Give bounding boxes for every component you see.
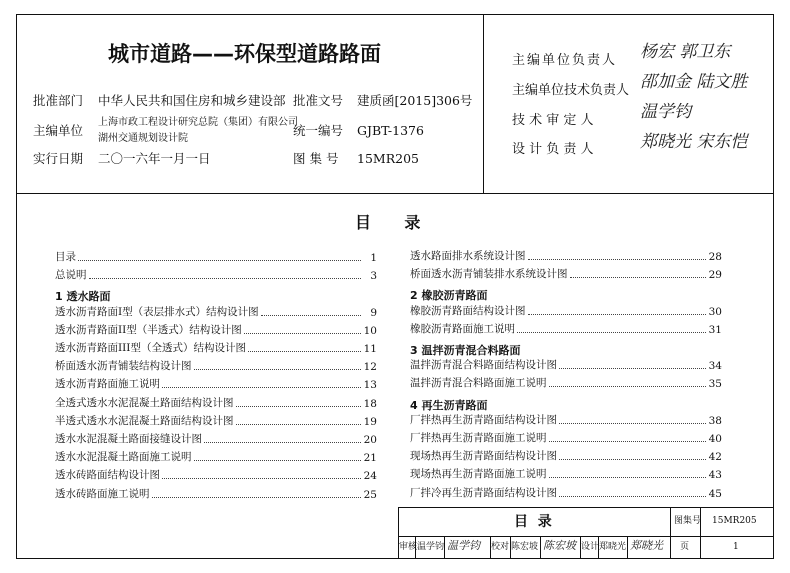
toc-entry[interactable] xyxy=(55,268,377,282)
toc-entry[interactable] xyxy=(55,250,377,264)
toc-entry[interactable] xyxy=(55,432,377,446)
toc-entry-page: 13 xyxy=(363,379,377,392)
toc-leader-dots xyxy=(559,496,706,497)
toc-section-heading: 3 温拌沥青混合料路面 xyxy=(410,344,521,357)
toc-entry[interactable] xyxy=(410,449,722,463)
toc-entry-page: 42 xyxy=(708,451,722,464)
toc-entry-page: 9 xyxy=(370,306,377,319)
toc-entry[interactable] xyxy=(55,341,377,355)
toc-entry-title: 现场热再生沥青路面结构设计图 xyxy=(410,450,557,463)
signature-role-reviewer: 技 术 审 定 人 xyxy=(512,113,594,128)
signature-tech-lead: 邵加金 陆文胜 xyxy=(640,72,748,92)
title-block-atlas-label: 图集号 xyxy=(674,516,702,526)
toc-entry-title: 桥面透水沥青铺装排水系统设计图 xyxy=(410,268,568,281)
toc-entry[interactable] xyxy=(410,304,722,318)
toc-leader-dots xyxy=(162,478,361,479)
toc-entry-page: 35 xyxy=(708,378,722,391)
approval-doc-value: 建质函[2015]306号 xyxy=(357,93,473,108)
toc-entry-title: 透水砖路面施工说明 xyxy=(55,487,150,500)
signature-chief-unit: 杨宏 郭卫东 xyxy=(640,42,731,62)
title-block-page-value: 1 xyxy=(733,542,739,552)
signature-designer: 郑晓光 宋东恺 xyxy=(640,132,748,152)
toc-entry-page: 40 xyxy=(708,433,722,445)
toc-leader-dots xyxy=(162,387,361,388)
toc-entry[interactable] xyxy=(410,358,722,372)
effective-date-value: 二〇一六年一月一日 xyxy=(98,151,211,166)
toc-section-heading: 2 橡胶沥青路面 xyxy=(410,289,488,303)
title-block-review-label: 审核 xyxy=(399,542,418,552)
header-vertical-divider xyxy=(483,14,484,194)
editor-unit-label: 主编单位 xyxy=(33,123,84,138)
title-block-review-name: 温学钧 xyxy=(417,542,445,552)
toc-entry-page: 31 xyxy=(708,323,722,336)
toc-leader-dots xyxy=(549,477,707,478)
toc-entry-page: 1 xyxy=(370,252,377,264)
title-block-check-label: 校对 xyxy=(491,542,510,552)
toc-leader-dots xyxy=(194,460,362,461)
toc-entry-page: 20 xyxy=(363,434,377,446)
toc-leader-dots xyxy=(528,259,707,260)
toc-entry[interactable] xyxy=(55,377,377,391)
toc-entry-page: 43 xyxy=(708,469,722,482)
title-block-atlas-value: 15MR205 xyxy=(712,516,757,526)
document-title: 城市道路——环保型道路路面 xyxy=(108,42,381,66)
approval-doc-label: 批准文号 xyxy=(293,93,344,108)
toc-entry-title: 温拌沥青混合料路面施工说明 xyxy=(410,377,547,390)
toc-entry-page: 34 xyxy=(708,360,722,373)
title-block-review-signature: 温学钧 xyxy=(447,539,480,552)
toc-entry[interactable] xyxy=(410,467,722,481)
toc-section-heading: 4 再生沥青路面 xyxy=(410,398,488,412)
toc-entry-title: 厂拌热再生沥青路面结构设计图 xyxy=(410,413,557,426)
toc-leader-dots xyxy=(559,423,706,424)
toc-leader-dots xyxy=(152,497,362,498)
toc-entry-title: 透水沥青路面I型（表层排水式）结构设计图 xyxy=(55,305,259,318)
toc-leader-dots xyxy=(549,386,707,387)
toc-leader-dots xyxy=(248,351,361,352)
toc-entry[interactable] xyxy=(410,267,722,281)
toc-leader-dots xyxy=(549,441,707,442)
unified-no-value: GJBT-1376 xyxy=(357,123,424,138)
toc-entry-title: 厂拌冷再生沥青路面结构设计图 xyxy=(410,486,557,499)
approval-dept-value: 中华人民共和国住房和城乡建设部 xyxy=(98,93,286,108)
toc-entry[interactable] xyxy=(410,249,722,263)
toc-entry[interactable] xyxy=(55,487,377,501)
unified-no-label: 统一编号 xyxy=(293,123,344,138)
toc-leader-dots xyxy=(78,260,361,261)
toc-entry-title: 总说明 xyxy=(55,269,87,282)
toc-leader-dots xyxy=(517,332,706,333)
toc-leader-dots xyxy=(236,406,362,407)
editor-unit-line2: 湖州交通规划设计院 xyxy=(98,133,188,144)
toc-entry[interactable] xyxy=(410,376,722,390)
toc-entry[interactable] xyxy=(410,322,722,336)
toc-entry[interactable] xyxy=(410,413,722,427)
toc-entry-page: 45 xyxy=(708,487,722,500)
toc-leader-dots xyxy=(204,442,361,443)
signature-role-tech-lead: 主编单位技术负责人 xyxy=(512,83,630,98)
toc-entry[interactable] xyxy=(55,305,377,319)
title-block-design-signature: 郑晓光 xyxy=(630,539,663,552)
title-block-page-label: 页 xyxy=(680,542,690,552)
toc-leader-dots xyxy=(89,278,362,279)
atlas-no-label: 图 集 号 xyxy=(293,151,339,166)
toc-section-heading: 1 透水路面 xyxy=(55,290,111,304)
toc-leader-dots xyxy=(261,315,361,316)
approval-dept-label: 批准部门 xyxy=(33,93,84,108)
toc-leader-dots xyxy=(528,314,707,315)
toc-entry-title: 半透式透水水泥混凝土路面结构设计图 xyxy=(55,414,234,427)
toc-heading: 目 录 xyxy=(355,213,421,232)
toc-entry-title: 透水沥青路面III型（全透式）结构设计图 xyxy=(55,342,246,354)
toc-entry-page: 3 xyxy=(370,270,377,283)
toc-entry[interactable] xyxy=(55,414,377,428)
signature-reviewer: 温学钧 xyxy=(640,102,691,122)
toc-entry-title: 温拌沥青混合料路面结构设计图 xyxy=(410,359,557,372)
toc-entry-title: 透水沥青路面施工说明 xyxy=(55,378,160,391)
toc-entry-title: 橡胶沥青路面施工说明 xyxy=(410,322,515,335)
header-divider xyxy=(16,193,774,194)
toc-leader-dots xyxy=(236,424,362,425)
toc-entry[interactable] xyxy=(55,468,377,482)
toc-entry-page: 30 xyxy=(708,305,722,318)
toc-entry-title: 目录 xyxy=(55,251,76,263)
toc-entry-title: 透水砖路面结构设计图 xyxy=(55,469,160,482)
atlas-no-value: 15MR205 xyxy=(357,151,419,166)
toc-entry-title: 透水水泥混凝土路面接缝设计图 xyxy=(55,433,202,445)
toc-entry[interactable] xyxy=(55,450,377,464)
toc-entry-title: 全透式透水水泥混凝土路面结构设计图 xyxy=(55,396,234,409)
toc-entry-page: 28 xyxy=(708,251,722,263)
toc-entry-page: 18 xyxy=(363,397,377,410)
toc-leader-dots xyxy=(570,277,707,278)
toc-entry-title: 厂拌热再生沥青路面施工说明 xyxy=(410,432,547,444)
toc-leader-dots xyxy=(194,369,362,370)
toc-entry[interactable] xyxy=(55,396,377,410)
toc-entry-page: 25 xyxy=(363,488,377,501)
toc-entry[interactable] xyxy=(55,323,377,337)
toc-entry[interactable] xyxy=(410,431,722,445)
toc-entry-title: 现场热再生沥青路面施工说明 xyxy=(410,468,547,481)
toc-entry-title: 桥面透水沥青铺装结构设计图 xyxy=(55,360,192,373)
toc-leader-dots xyxy=(559,368,706,369)
signature-role-designer: 设 计 负 责 人 xyxy=(512,142,594,157)
effective-date-label: 实行日期 xyxy=(33,151,84,166)
toc-entry-title: 透水路面排水系统设计图 xyxy=(410,250,526,262)
toc-entry-page: 29 xyxy=(708,269,722,282)
signature-role-chief-unit: 主编单位负责人 xyxy=(512,53,618,68)
title-block-design-name: 郑晓光 xyxy=(599,542,627,552)
toc-entry-title: 透水水泥混凝土路面施工说明 xyxy=(55,451,192,464)
toc-entry-title: 透水沥青路面II型（半透式）结构设计图 xyxy=(55,323,242,336)
toc-entry-page: 11 xyxy=(363,343,377,355)
toc-entry-page: 24 xyxy=(363,470,377,483)
toc-leader-dots xyxy=(244,333,361,334)
title-block-check-name: 陈宏坡 xyxy=(511,542,539,552)
title-block-design-label: 设计 xyxy=(581,542,600,552)
title-block-name: 目 录 xyxy=(514,514,552,530)
toc-entry[interactable] xyxy=(55,359,377,373)
editor-unit-line1: 上海市政工程设计研究总院（集团）有限公司 xyxy=(98,117,298,128)
toc-entry-page: 10 xyxy=(363,324,377,337)
toc-entry-title: 橡胶沥青路面结构设计图 xyxy=(410,304,526,317)
toc-leader-dots xyxy=(559,459,706,460)
toc-entry-page: 12 xyxy=(363,361,377,374)
toc-entry[interactable] xyxy=(410,486,722,500)
toc-entry-page: 21 xyxy=(363,452,377,465)
toc-entry-page: 19 xyxy=(363,415,377,428)
title-block-check-signature: 陈宏坡 xyxy=(543,539,576,552)
toc-entry-page: 38 xyxy=(708,414,722,427)
